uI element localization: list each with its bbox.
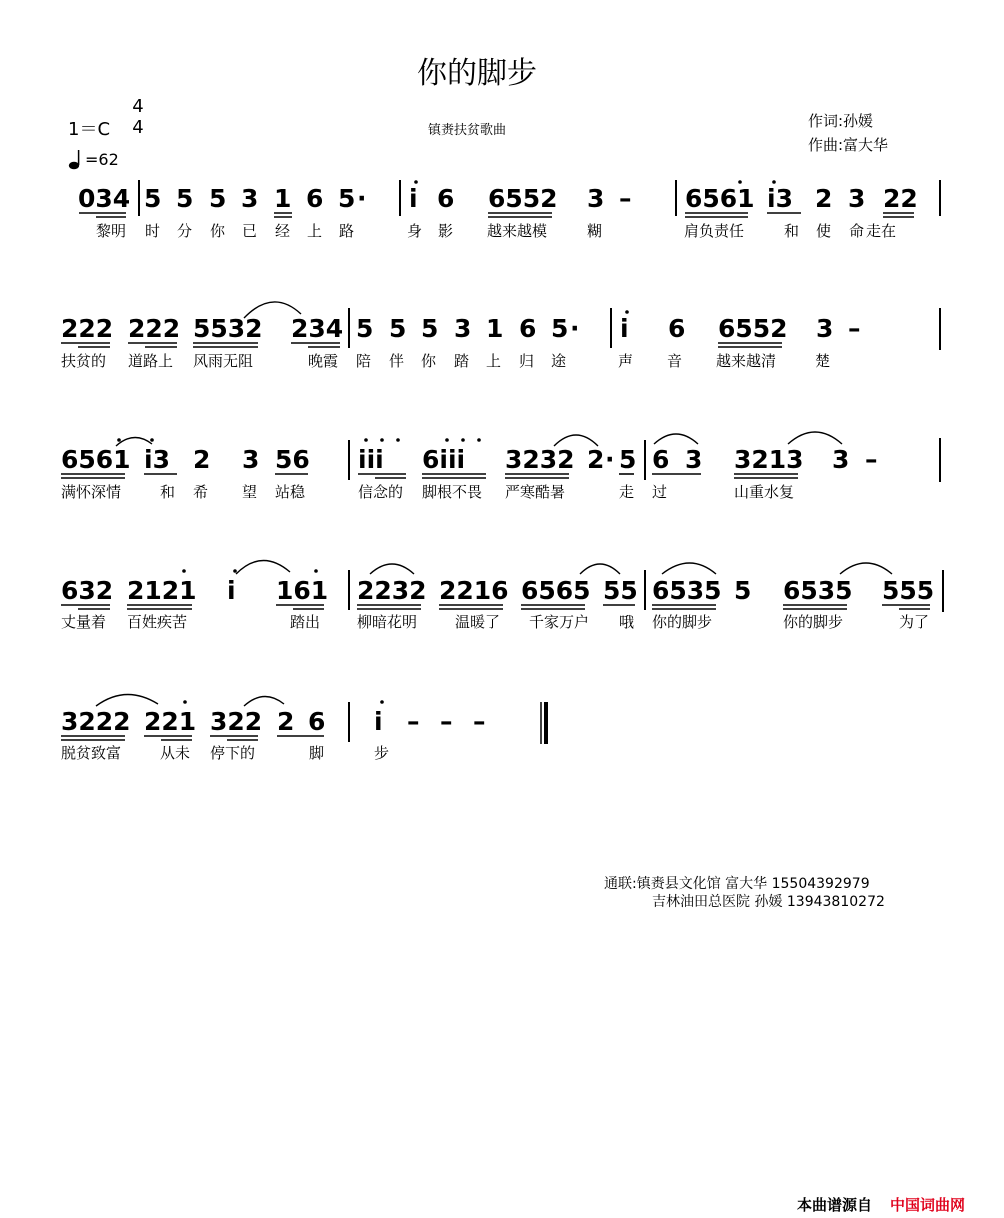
dash-mark: – [440,707,453,736]
composer-credit: 作曲:富大华 [808,136,889,154]
system-1 [78,180,940,240]
high-dot [738,180,742,184]
lyric: 肩负责任 [684,222,745,240]
note: 2 [193,445,211,474]
high-dot [233,569,237,573]
note-group: 56 [275,445,310,474]
lyric: 身 [407,222,423,240]
note: i [409,184,418,213]
slur [244,696,284,706]
note-group: i3 [767,184,793,213]
system-3 [61,432,940,501]
contact-line-2: 吉林油田总医院 孙媛 13943810272 [652,894,885,910]
lyric: 站稳 [275,483,306,501]
high-dot [772,180,776,184]
note: 1 [274,184,292,213]
lyric: 音 [667,352,683,370]
note: 5 [176,184,194,213]
lyric: 步 [374,744,390,762]
lyric: 信念的 [358,483,404,501]
note: 5 [209,184,227,213]
system-4 [61,560,943,631]
footer-brand-link[interactable]: 中国词曲网 [890,1196,966,1214]
dash-mark: – [848,314,861,343]
note-group: 55 [603,576,638,605]
high-dot [380,438,384,442]
note-group: 2216 [439,576,509,605]
note: 5 [421,314,439,343]
note: 3 [685,445,703,474]
note-group: 222 [128,314,181,343]
note: 5 [144,184,162,213]
note: 5 [338,184,356,213]
dash-mark: – [473,707,486,736]
slur [788,432,842,444]
lyric: 上 [486,352,502,370]
system-5 [61,694,546,762]
note: 1 [486,314,504,343]
note: 3 [241,184,259,213]
high-dot [364,438,368,442]
lyric: 陪 [356,352,372,370]
lyric: 踏出 [290,613,321,631]
note-group: 6535 [652,576,722,605]
note: 5 [389,314,407,343]
lyric: 柳暗花明 [357,613,418,631]
contact-info: 镇赉县文化馆 富大华 15504392979 [636,876,870,892]
note: 3 [848,184,866,213]
contact-line-1 [604,875,885,893]
note-group: 222 [61,314,114,343]
note-group: i3 [144,445,170,474]
note-group: iii [358,445,384,474]
note-group: 555 [882,576,935,605]
note: i [227,576,236,605]
lyric: 山重水复 [734,483,795,501]
lyric: 希 [193,483,209,501]
note-group: 6iii [422,445,466,474]
dash-mark: – [865,445,878,474]
lyric: 望 [242,483,258,501]
high-dot [117,438,121,442]
lyric: 停下的 [210,744,256,762]
high-dot [445,438,449,442]
note: 6 [437,184,455,213]
lyric: 踏 [454,352,470,370]
note: 6 [668,314,686,343]
dot-mark: · [357,184,367,213]
dash-mark: – [619,184,632,213]
note-group: 2121 [127,576,197,605]
high-dot [314,569,318,573]
note: 5 [619,445,637,474]
system-2 [61,302,940,370]
note-group: 034 [78,184,131,213]
note: 6 [519,314,537,343]
note: 5 [551,314,569,343]
lyric: 为了 [899,613,930,631]
high-dot [150,438,154,442]
note: i [620,314,629,343]
note: 2 [587,445,605,474]
note-group: 161 [276,576,329,605]
slur [370,564,414,574]
lyric: 伴 [389,352,405,370]
high-dot [182,569,186,573]
lyric: 你的脚步 [783,613,844,631]
high-dot [380,700,384,704]
lyric: 扶贫的 [61,352,107,370]
note-group: 3222 [61,707,131,736]
note-group: 3213 [734,445,804,474]
dot-mark: · [605,445,615,474]
dash-mark: – [407,707,420,736]
note: 2 [277,707,295,736]
lyric: 风雨无阻 [193,352,254,370]
lyric: 严寒酷暑 [505,483,566,501]
lyric: 走在 [866,222,897,240]
lyric: 使 [816,222,832,240]
note-group: 3232 [505,445,575,474]
dot-mark: · [570,314,580,343]
note-group: 22 [883,184,918,213]
lyric: 过 [652,483,668,501]
high-dot [461,438,465,442]
note-group: 221 [144,707,197,736]
lyric: 越来越清 [716,352,777,370]
note-group: 6535 [783,576,853,605]
note: 6 [306,184,324,213]
note-group: 6552 [718,314,788,343]
lyric: 命 [849,222,865,240]
note: 3 [816,314,834,343]
slur [96,694,158,706]
lyric: 脚根不畏 [422,483,483,501]
lyricist-credit: 作词:孙媛 [808,112,874,130]
lyric: 分 [177,222,193,240]
note-group: 6565 [521,576,591,605]
song-title: 你的脚步 [417,56,537,91]
footer [797,1194,965,1215]
lyric: 上 [307,222,323,240]
note-group: 2232 [357,576,427,605]
slur [840,563,892,574]
note-group: 5532 [193,314,263,343]
lyric: 途 [551,352,567,370]
lyric: 和 [784,222,800,240]
lyric: 路 [339,222,355,240]
note: 3 [454,314,472,343]
note: 5 [734,576,752,605]
lyric: 经 [275,222,291,240]
note: 5 [356,314,374,343]
note-group: 6561 [61,445,131,474]
tempo-marking: =62 [85,150,119,169]
lyric: 脱贫致富 [61,744,122,762]
note-group: 6552 [488,184,558,213]
lyric: 楚 [815,352,831,370]
lyric: 走 [619,483,635,501]
note-group: 6561 [685,184,755,213]
lyric: 声 [618,352,634,370]
time-signature-top: 4 [132,96,144,117]
note: 2 [815,184,833,213]
lyric: 时 [145,222,161,240]
high-dot [477,438,481,442]
lyric: 丈量着 [61,613,107,631]
lyric: 满怀深情 [61,483,122,501]
lyric: 哦 [619,613,635,631]
note: i [374,707,383,736]
key-signature: 1＝C [68,119,111,140]
lyric: 脚 [309,744,325,762]
contact-block [604,875,885,911]
slur [662,563,716,574]
note: 6 [308,707,326,736]
song-subtitle: 镇赉扶贫歌曲 [428,123,507,138]
lyric: 百姓疾苦 [127,613,188,631]
note: 3 [242,445,260,474]
slur [580,564,620,574]
high-dot [414,180,418,184]
lyric: 影 [438,222,454,240]
lyric: 越来越模 [487,222,548,240]
lyric: 晚霞 [308,352,339,370]
note-group: 234 [291,314,344,343]
footer-source-label: 本曲谱源自 [797,1196,873,1214]
lyric: 从未 [160,744,191,762]
lyric: 温暖了 [455,613,501,631]
note: 6 [652,445,670,474]
note: 3 [587,184,605,213]
lyric: 黎明 [96,222,127,240]
lyric: 你 [210,222,226,240]
lyric: 你 [421,352,437,370]
slur [654,434,698,444]
note-group: 632 [61,576,114,605]
lyric: 归 [519,352,535,370]
high-dot [396,438,400,442]
lyric: 糊 [587,222,603,240]
lyric: 千家万户 [529,613,590,631]
time-signature-bottom: 4 [132,117,144,138]
high-dot [625,310,629,314]
lyric: 你的脚步 [652,613,713,631]
high-dot [183,700,187,704]
lyric: 已 [242,222,258,240]
note: 3 [832,445,850,474]
note-group: 322 [210,707,263,736]
contact-label: 通联: [604,876,637,892]
lyric: 道路上 [128,352,174,370]
slur [236,560,290,574]
lyric: 和 [160,483,176,501]
